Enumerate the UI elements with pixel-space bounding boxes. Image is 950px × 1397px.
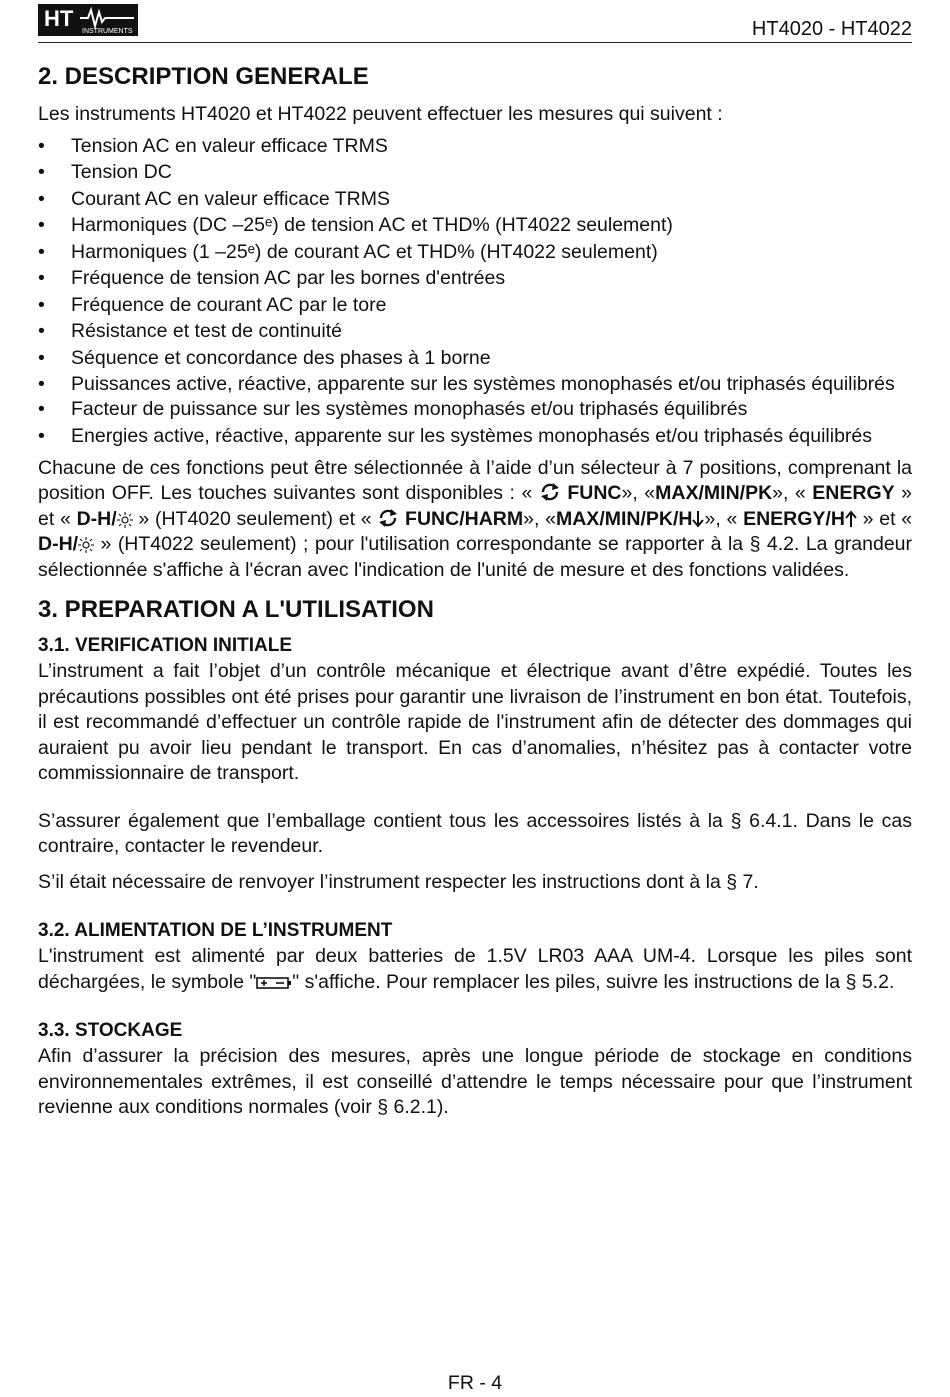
cycle-arrows-icon	[377, 508, 399, 528]
energy-h-key: ENERGY/H	[743, 507, 845, 530]
arrow-down-icon	[692, 510, 704, 528]
section-2-keys-paragraph: Chacune de ces fonctions peut être sélectionnée à l’aide d’un sélecteur à 7 positions, comprenant la position OFF. Les touches suivantes sont disponibles : « FUNC», «MAX/MIN/PK», « ENERGY » et « D-H/ » (HT4020 seulement) et « FUNC/HARM», «MAX/MIN/PK/H », « ENERGY/H » et « D-H/ » (HT4022 seulement) ; pour l'utilisation correspondante se rapporter à la § 4.2. La grandeur sélectionnée s'affiche à l'écran avec l'indication de l'unité de mesure et des fonctions validées.	[38, 456, 913, 581]
list-item: • Tension AC en valeur efficace TRMS	[38, 134, 912, 160]
section-3-2-paragraph: L'instrument est alimenté par deux batteries de 1.5V LR03 AAA UM-4. Lorsque les piles sont déchargées, le symbole " " s'affiche. Pour remplacer les piles, suivre les instructions de la § 5.2.	[38, 945, 912, 993]
list-item: • Fréquence de courant AC par le tore	[38, 293, 912, 319]
dh-key: D-H/	[76, 507, 117, 530]
dh-key: D-H/	[38, 533, 79, 555]
measurement-list	[38, 134, 912, 448]
ht-instruments-logo	[38, 4, 138, 36]
page-header	[38, 4, 912, 43]
list-item: • Tension DC	[38, 160, 912, 186]
svg-text:INSTRUMENTS: INSTRUMENTS	[82, 28, 133, 35]
section-2-title: 2. DESCRIPTION GENERALE	[38, 63, 369, 90]
section-3-2-title: 3.2. ALIMENTATION DE L’INSTRUMENT	[38, 920, 393, 941]
list-item: • Séquence et concordance des phases à 1 borne	[38, 346, 912, 372]
model-name: HT4020 - HT4022	[751, 18, 912, 40]
section-3-1-paragraph-1: L’instrument a fait l’objet d’un contrôle mécanique et électrique avant d’être expédié. Toutes les précautions possibles ont été prises pour garantir une livraison de l’instrument en bon état. Toutefois, il est recommandé d’effectuer un contrôle rapide de l'instrument afin de détecter des dommages qui auraient pu avoir lieu pendant le transport. En cas d’anomalies, n’hésitez pas à contacter votre commissionnaire de transport.	[38, 660, 912, 784]
section-3-3-paragraph: Afin d’assurer la précision des mesures, après une longue période de stockage en conditions environnementales extrêmes, il est conseillé d’attendre le temps nécessaire pour que l’instrument revienne aux conditions normales (voir § 6.2.1).	[38, 1045, 912, 1118]
battery-icon	[256, 975, 292, 991]
section-2-intro: Les instruments HT4020 et HT4022 peuvent effectuer les mesures qui suivent :	[38, 103, 723, 125]
list-item: • Fréquence de tension AC par les bornes d'entrées	[38, 266, 912, 292]
max-min-pk-h-key: MAX/MIN/PK/H	[555, 507, 693, 530]
section-3-title: 3. PREPARATION A L'UTILISATION	[38, 596, 434, 623]
backlight-icon	[78, 537, 94, 553]
list-item: • Energies active, réactive, apparente sur les systèmes monophasés et/ou triphasés équilibrés	[38, 424, 912, 448]
section-3-3-title: 3.3. STOCKAGE	[38, 1020, 183, 1041]
energy-key: ENERGY	[812, 482, 895, 504]
backlight-icon	[117, 512, 133, 528]
list-item: • Harmoniques (1 –25ᵉ) de courant AC et THD% (HT4022 seulement)	[38, 240, 912, 266]
list-item: • Puissances active, réactive, apparente sur les systèmes monophasés et/ou triphasés équilibrés	[38, 372, 912, 396]
page-number: FR - 4	[447, 1372, 503, 1394]
list-item: • Courant AC en valeur efficace TRMS	[38, 187, 912, 213]
section-3-1-paragraph-2: S’assurer également que l’emballage contient tous les accessoires listés à la § 6.4.1. Dans le cas contraire, contacter le revendeur.	[38, 809, 912, 857]
list-item: • Résistance et test de continuité	[38, 319, 912, 345]
svg-text:HT: HT	[44, 6, 74, 31]
list-item: • Facteur de puissance sur les systèmes monophasés et/ou triphasés équilibrés	[38, 397, 912, 423]
section-3-1-title: 3.1. VERIFICATION INITIALE	[38, 635, 293, 656]
func-key: FUNC	[567, 482, 622, 504]
arrow-up-icon	[845, 510, 857, 528]
cycle-arrows-icon	[539, 482, 561, 502]
section-3-1-paragraph-3: S’il était nécessaire de renvoyer l’instrument respecter les instructions dont à la § 7.	[38, 870, 759, 893]
max-min-pk-key: MAX/MIN/PK	[655, 482, 773, 504]
page-content	[38, 60, 912, 1121]
list-item: • Harmoniques (DC –25ᵉ) de tension AC et THD% (HT4022 seulement)	[38, 213, 912, 239]
func-harm-key: FUNC/HARM	[405, 507, 524, 530]
